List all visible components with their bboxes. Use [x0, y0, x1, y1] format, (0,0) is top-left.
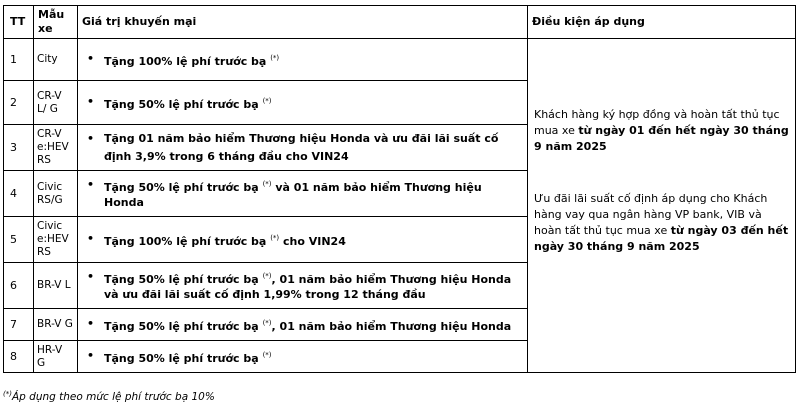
header-tt: TT: [4, 6, 34, 39]
bullet-icon: •: [86, 231, 94, 245]
promotion-text: Tặng 50% lệ phí trước bạ (*), 01 năm bảo hiểm Thương hiệu Honda: [104, 318, 512, 333]
row-number: 3: [4, 125, 34, 171]
bullet-icon: •: [86, 316, 94, 330]
car-model: BR-V G: [34, 309, 78, 341]
footnote-mark: (*): [3, 390, 12, 398]
header-promotion: Giá trị khuyến mại: [78, 6, 528, 39]
bullet-icon: •: [86, 178, 94, 191]
promotion-cell: [78, 217, 528, 263]
promotion-text: Tặng 100% lệ phí trước bạ (*) cho VIN24: [104, 233, 346, 248]
car-model: CR-V e:HEV RS: [34, 125, 78, 171]
promotion-text: Tặng 50% lệ phí trước bạ (*): [104, 350, 272, 365]
footnote: [3, 390, 215, 403]
promotion-cell: [78, 39, 528, 81]
car-model: Civic RS/G: [34, 171, 78, 217]
promotion-cell: [78, 263, 528, 309]
bullet-icon: •: [86, 132, 94, 145]
row-number: 2: [4, 81, 34, 125]
car-model: Civic e:HEV RS: [34, 217, 78, 263]
promotion-text: Tặng 100% lệ phí trước bạ (*): [104, 53, 280, 68]
promotion-cell: [78, 125, 528, 171]
promotion-table: [3, 5, 796, 373]
row-number: 7: [4, 309, 34, 341]
condition-cell: [528, 39, 796, 373]
table-row: [4, 39, 796, 81]
footnote-text: Áp dụng theo mức lệ phí trước bạ 10%: [11, 391, 215, 403]
promotion-text: Tặng 01 năm bảo hiểm Thương hiệu Honda và ưu đãi lãi suất cố định 3,9% trong 6 tháng đầu cho VIN24: [104, 132, 499, 163]
promotion-text: Tặng 50% lệ phí trước bạ (*), 01 năm bảo hiểm Thương hiệu Honda và ưu đãi lãi suất cố định 1,99% trong 12 tháng đầu: [104, 272, 512, 301]
row-number: 1: [4, 39, 34, 81]
bullet-icon: •: [86, 51, 94, 65]
promotion-cell: [78, 81, 528, 125]
row-number: 6: [4, 263, 34, 309]
promotion-text: Tặng 50% lệ phí trước bạ (*) và 01 năm bảo hiểm Thương hiệu Honda: [104, 180, 482, 209]
condition-paragraph-2: Ưu đãi lãi suất cố định áp dụng cho Khách hàng vay qua ngân hàng VP bank, VIB và hoàn tất thủ tục mua xe từ ngày 03 đến hết ngày 30 tháng 9 năm 2025: [534, 192, 789, 253]
bullet-icon: •: [86, 348, 94, 362]
row-number: 8: [4, 341, 34, 373]
car-model: CR-V L/ G: [34, 81, 78, 125]
bullet-icon: •: [86, 270, 94, 283]
bullet-icon: •: [86, 94, 94, 108]
row-number: 4: [4, 171, 34, 217]
header-model: Mẫu xe: [34, 6, 78, 39]
promotion-cell: [78, 309, 528, 341]
promotion-text: Tặng 50% lệ phí trước bạ (*): [104, 96, 272, 111]
promotion-cell: [78, 171, 528, 217]
car-model: City: [34, 39, 78, 81]
condition-paragraph-1: Khách hàng ký hợp đồng và hoàn tất thủ tục mua xe từ ngày 01 đến hết ngày 30 tháng 9 năm 2025: [534, 108, 789, 153]
table-header-row: [4, 6, 796, 39]
car-model: BR-V L: [34, 263, 78, 309]
header-condition: Điều kiện áp dụng: [528, 6, 796, 39]
row-number: 5: [4, 217, 34, 263]
promotion-cell: [78, 341, 528, 373]
car-model: HR-V G: [34, 341, 78, 373]
